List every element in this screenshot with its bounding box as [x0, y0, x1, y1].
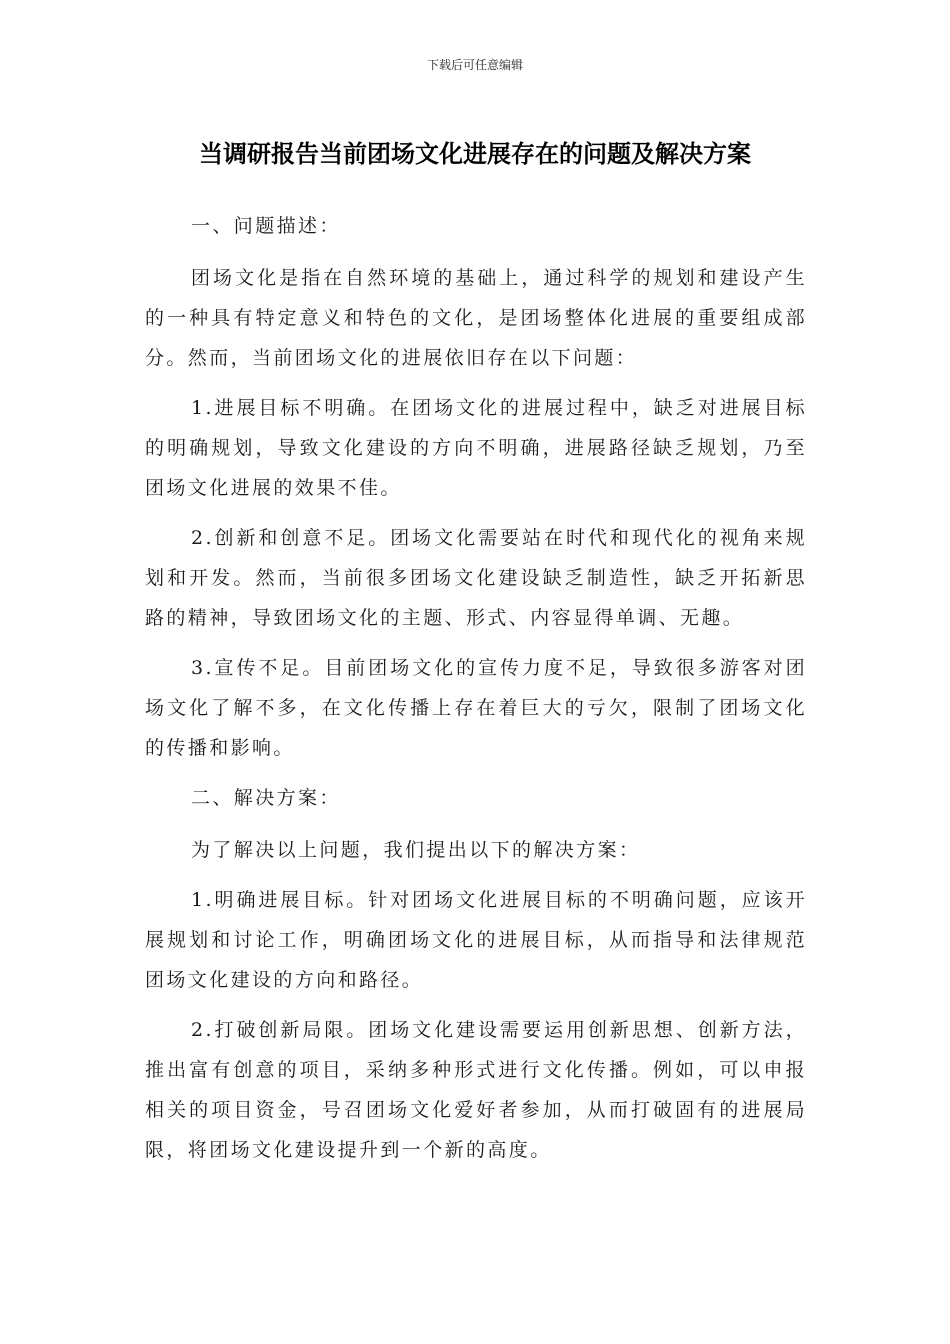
section-heading-problems: 一、问题描述： — [191, 215, 341, 237]
document-title: 当调研报告当前团场文化进展存在的问题及解决方案 — [199, 140, 751, 168]
section-heading-solutions: 二、解决方案： — [191, 787, 341, 809]
page-header-note: 下载后可任意编辑 — [426, 58, 523, 72]
paragraph-problem-1: 1.进展目标不明确。在团场文化的进展过程中，缺乏对进展目标的明确规划，导致文化建设的方向不明确，进展路径缺乏规划，乃至团场文化进展的效果不佳。 — [145, 397, 807, 499]
paragraph-problem-2: 2.创新和创意不足。团场文化需要站在时代和现代化的视角来规划和开发。然而，当前很多团场文化建设缺乏制造性，缺乏开拓新思路的精神，导致团场文化的主题、形式、内容显得单调、无趣。 — [145, 527, 807, 629]
paragraph-problem-3: 3.宣传不足。目前团场文化的宣传力度不足，导致很多游客对团场文化了解不多，在文化传播上存在着巨大的亏欠，限制了团场文化的传播和影响。 — [145, 657, 807, 759]
paragraph-problem-intro: 团场文化是指在自然环境的基础上，通过科学的规划和建设产生的一种具有特定意义和特色的文化，是团场整体化进展的重要组成部分。然而，当前团场文化的进展依旧存在以下问题： — [145, 267, 807, 369]
paragraph-solution-intro: 为了解决以上问题，我们提出以下的解决方案： — [191, 839, 641, 861]
paragraph-solution-1: 1.明确进展目标。针对团场文化进展目标的不明确问题，应该开展规划和讨论工作，明确团场文化的进展目标，从而指导和法律规范团场文化建设的方向和路径。 — [145, 889, 807, 991]
paragraph-solution-2: 2.打破创新局限。团场文化建设需要运用创新思想、创新方法，推出富有创意的项目，采纳多种形式进行文化传播。例如，可以申报相关的项目资金，号召团场文化爱好者参加，从而打破固有的进展局限，将团场文化建设提升到一个新的高度。 — [145, 1019, 807, 1161]
document-body — [145, 206, 807, 1180]
